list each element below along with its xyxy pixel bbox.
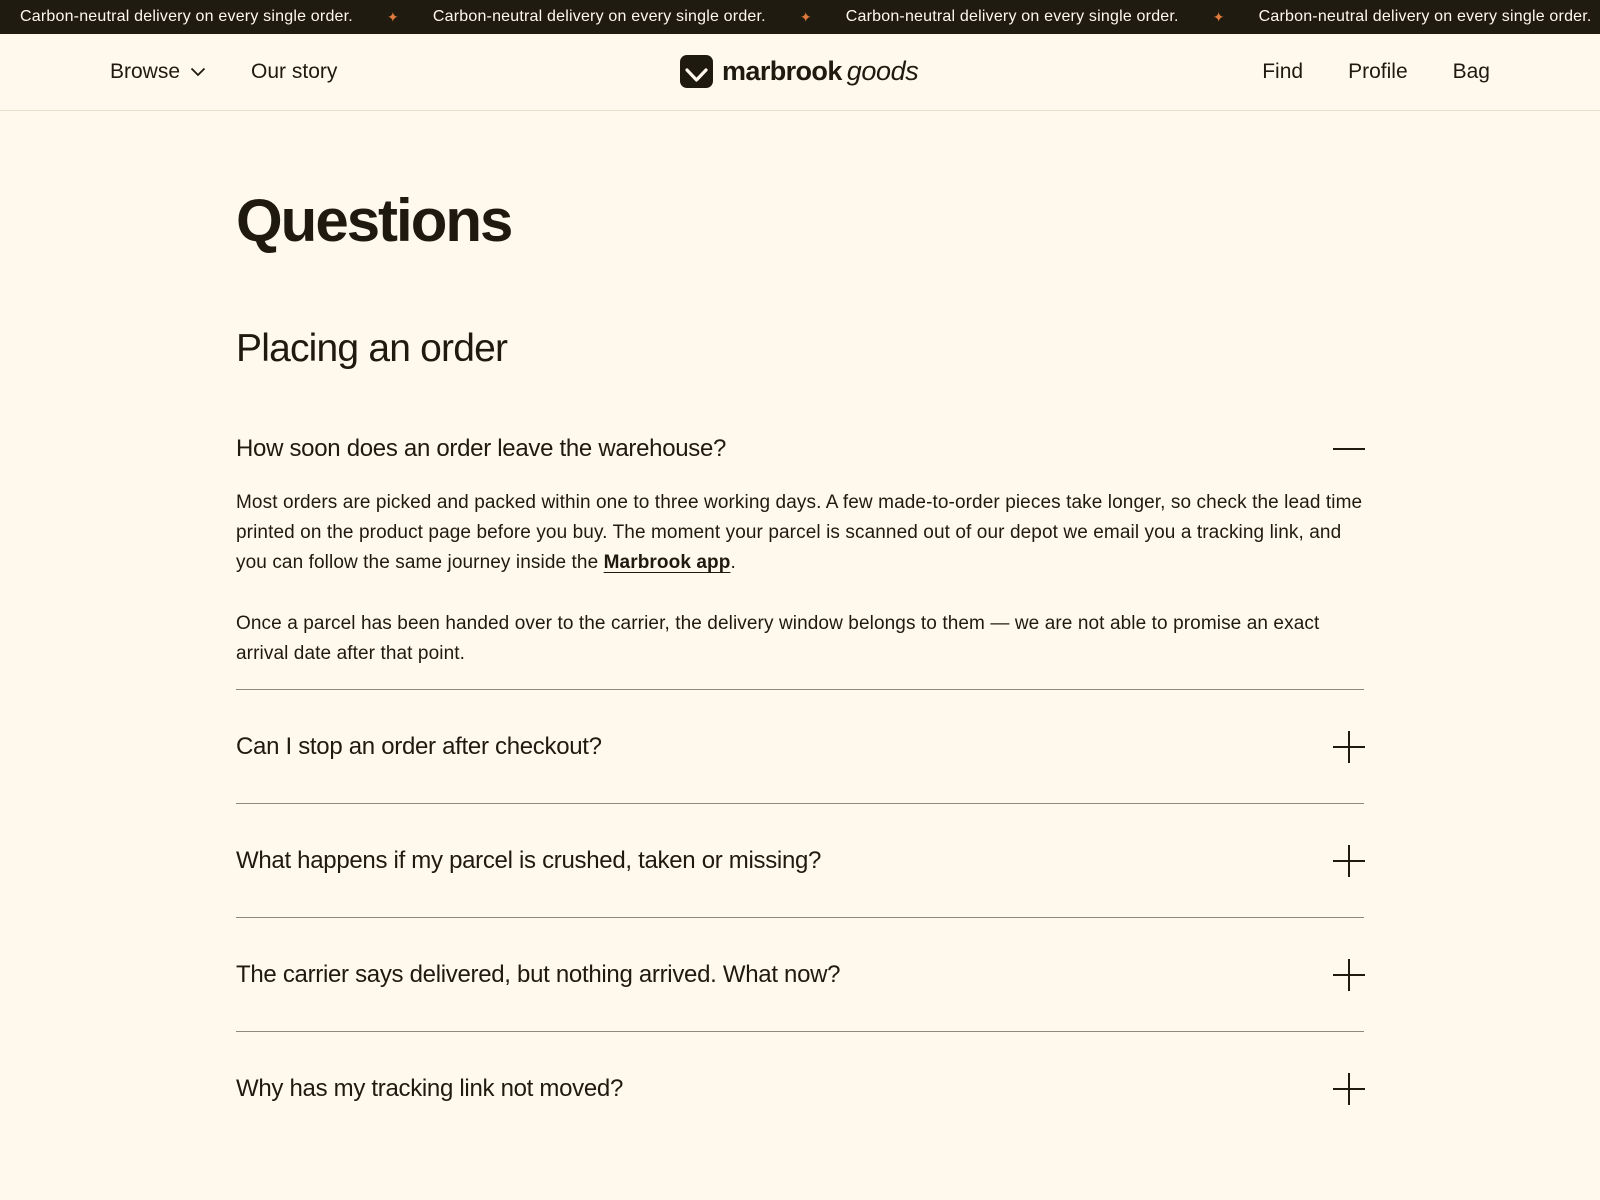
faq-accordion <box>236 428 1364 1145</box>
faq-question-text: What happens if my parcel is crushed, taken or missing? <box>236 846 822 874</box>
faq-question-toggle[interactable] <box>236 428 1364 470</box>
faq-item <box>236 428 1364 690</box>
announcement-message: Carbon-neutral delivery on every single order. <box>1258 8 1592 25</box>
faq-question-text: Can I stop an order after checkout? <box>236 732 602 760</box>
announcement-message: Carbon-neutral delivery on every single order. <box>20 8 353 25</box>
plus-icon <box>1332 1072 1366 1106</box>
star-icon: ✦ <box>1212 8 1225 25</box>
minus-icon <box>1332 432 1366 466</box>
plus-icon <box>1332 958 1366 992</box>
faq-question-text: Why has my tracking link not moved? <box>236 1074 623 1102</box>
faq-answer-paragraph <box>236 488 1364 578</box>
faq-question-text: How soon does an order leave the warehouse? <box>236 435 727 462</box>
logo-wordmark-bold: marbrook <box>722 56 842 86</box>
site-logo[interactable] <box>680 55 918 88</box>
faq-answer <box>236 470 1364 689</box>
faq-item <box>236 690 1364 804</box>
plus-icon <box>1332 844 1366 878</box>
page-title: Questions <box>236 187 512 254</box>
star-icon: ✦ <box>386 8 399 25</box>
faq-question-toggle[interactable] <box>236 690 1364 803</box>
faq-item <box>236 1032 1364 1145</box>
faq-answer-text: Most orders are picked and packed within one to three working days. A few made-to-order pieces take longer, so check the lead time printed on the product page before you buy. The moment your parcel is scanned out of our depot we email you a tracking link, and you can follow the same journey inside the <box>236 492 1363 573</box>
site-header <box>0 34 1600 111</box>
star-icon: ✦ <box>799 8 812 25</box>
faq-question-toggle[interactable] <box>236 918 1364 1031</box>
chevron-down-icon <box>190 67 206 77</box>
primary-nav <box>110 34 337 110</box>
main-content <box>0 186 1364 1145</box>
announcement-track <box>0 8 1592 26</box>
nav-browse-label: Browse <box>110 60 181 83</box>
plus-icon <box>1332 730 1366 764</box>
faq-item <box>236 918 1364 1032</box>
announcement-message: Carbon-neutral delivery on every single order. <box>432 8 766 25</box>
logo-wordmark-light: goods <box>846 56 919 86</box>
nav-our-story-link[interactable] <box>251 60 337 84</box>
faq-answer-text-end: . <box>730 552 736 573</box>
account-nav <box>1262 34 1490 110</box>
nav-browse-dropdown[interactable] <box>110 60 206 84</box>
faq-question-text: The carrier says delivered, but nothing arrived. What now? <box>236 960 841 988</box>
announcement-bar <box>0 0 1600 34</box>
faq-item <box>236 804 1364 918</box>
marbrook-app-link[interactable]: Marbrook app <box>603 552 731 573</box>
faq-question-toggle[interactable] <box>236 1032 1364 1145</box>
announcement-message: Carbon-neutral delivery on every single order. <box>845 8 1179 25</box>
faq-answer-paragraph: Once a parcel has been handed over to the carrier, the delivery window belongs to them — we are not able to promise an exact arrival date after that point. <box>236 613 1320 664</box>
nav-find-link[interactable]: Find <box>1262 60 1304 83</box>
nav-profile-link[interactable]: Profile <box>1348 60 1408 83</box>
nav-bag-link[interactable]: Bag <box>1452 60 1490 83</box>
nav-our-story-label: Our story <box>251 60 338 83</box>
section-title: Placing an order <box>236 327 508 370</box>
faq-question-toggle[interactable] <box>236 804 1364 917</box>
basket-check-icon <box>680 55 713 88</box>
